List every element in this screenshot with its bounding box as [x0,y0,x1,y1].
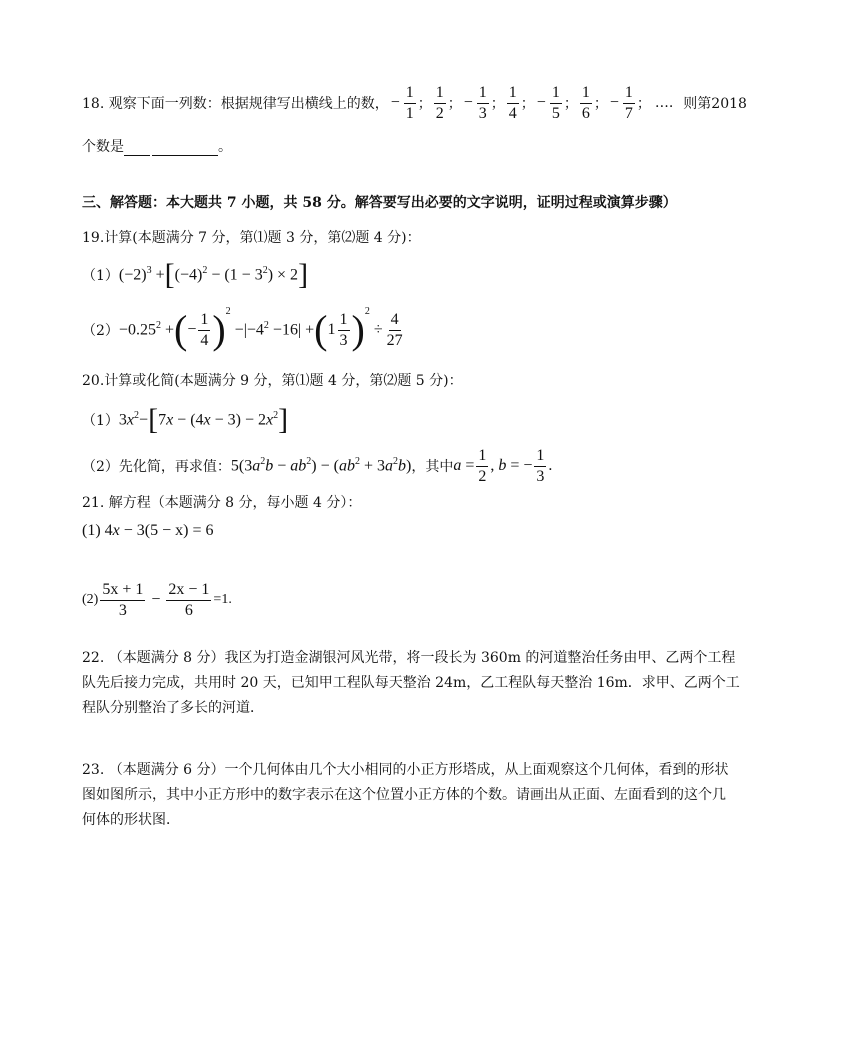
q21-frac1-num: 5x + 1 [100,581,145,601]
sequence-separator: ； [593,96,608,112]
q18-tail: 则第2018 [683,96,747,112]
fraction-denominator: 4 [508,104,517,122]
q23-line2: 图如图所示，其中小正方形中的数字表示在这个位置小正方体的个数。请画出从正面、左面看到的这个几 [82,787,726,803]
fraction-numerator: 1 [404,84,416,104]
sequence-sign: − [390,94,400,111]
q18-sequence [389,84,651,123]
q19-part1: （1） $(-2)^3$ + [ $(-4)^2 - (1 - 3^2) \times 2$ ] [82,258,309,291]
sequence-fraction [404,84,416,123]
a-value-den: 2 [478,467,487,485]
q18-lead: 18. 观察下面一列数：根据规律写出横线上的数， [82,96,389,112]
fraction-denominator: 5 [551,104,560,122]
sequence-fraction [623,84,635,123]
q21-rhs: =1. [213,592,232,607]
q22-line1: 22. （本题满分 8 分）我区为打造金湖银河风光带，将一段长为 360m 的河道整治任务由甲、乙两个工程 [82,650,736,666]
q21-part2: (2) $\frac{5x + 1}{3}$ − $\frac{2x - 1}{6}$ =1. [82,580,232,619]
q21-part2-label: (2) [82,592,99,607]
q18-line1 [82,82,800,124]
fraction-numerator: 1 [507,84,519,104]
q21-frac2-num: 2x − 1 [166,581,211,601]
fraction-numerator: 1 [477,84,489,104]
q19-title: 19.计算(本题满分 7 分，第⑴题 3 分，第⑵题 4 分)： [82,230,421,246]
fraction-numerator: 1 [434,84,446,104]
sequence-fraction [550,84,562,123]
sequence-separator: ； [490,96,505,112]
q23-paragraph [82,758,782,833]
q22-line3: 程队分别整治了多长的河道． [82,700,264,716]
q22-line2: 队先后接力完成，共用时 20 天，已知甲工程队每天整治 24m，乙工程队每天整治 16m．求甲、乙两个工 [82,675,740,691]
sequence-fraction [507,84,519,123]
sequence-separator: ； [636,96,651,112]
fraction-numerator: 1 [623,84,635,104]
q19-part2: （2） $-0.25^2$ + ( − $\frac{1}{4}$ ) $^2$ $-|-4^2 -16|$ + ( 1 $\frac{1}{3}$ ) $^2$ ÷ $\frac{4}{27}$ [82,306,403,352]
q21-part1: (1) 4x − 3(5 − x) = 6 [82,522,214,539]
a-value-num: 1 [476,447,488,467]
q19-part2-label: （2） [82,323,119,339]
sequence-sign: − [536,94,546,111]
q20-title: 20.计算或化简(本题满分 9 分，第⑴题 4 分，第⑵题 5 分)： [82,373,463,389]
sequence-separator: ； [520,96,535,112]
q21-part1-label: (1) [82,522,101,539]
sequence-fraction [477,84,489,123]
q21-title: 21. 解方程（本题满分 8 分，每小题 4 分）： [82,495,362,511]
sequence-separator: ； [447,96,462,112]
fraction-denominator: 6 [581,104,590,122]
q23-line1: 23. （本题满分 6 分）一个几何体由几个大小相同的小正方形塔成，从上面观察这个几何体，看到的形状 [82,762,729,778]
b-value-num: 1 [534,447,546,467]
q18-ellipsis: …. [654,95,674,111]
q21-frac2-den: 6 [184,601,193,619]
answer-blank-2[interactable] [152,141,218,156]
answer-blank[interactable] [124,141,150,156]
q20-part1: （1） $3x^2-$ [ $7x - (4x - 3) - 2x^2$ ] [82,403,289,436]
sequence-fraction [580,84,592,123]
q23-line3: 何体的形状图． [82,812,180,828]
q18-line2 [82,136,800,156]
q20-part2: （2）先化简，再求值： $5(3a^2b - ab^2) - (ab^2 + 3a^2b)$ ，其中 a = $\frac{1}{2}$ , b = − $\frac{1}{3}$ . [82,446,553,485]
sequence-sign: − [463,94,473,111]
fraction-numerator: 1 [580,84,592,104]
fraction-denominator: 3 [478,104,487,122]
sequence-sign: − [609,94,619,111]
sequence-fraction [434,84,446,123]
q19-part1-label: （1） [82,268,119,284]
q20-part1-label: （1） [82,413,119,429]
q18-line2-end: 。 [218,139,232,155]
q20-part2-label: （2）先化简，再求值： [82,459,231,475]
q20-part2-mid: ，其中 [411,459,454,475]
q22-paragraph [82,646,782,721]
fraction-denominator: 2 [435,104,444,122]
fraction-denominator: 7 [624,104,633,122]
q21-frac1-den: 3 [118,601,127,619]
fraction-denominator: 1 [405,104,414,122]
sequence-separator: ； [563,96,578,112]
b-value-den: 3 [536,467,545,485]
sequence-separator: ； [417,96,432,112]
fraction-numerator: 1 [550,84,562,104]
q18-line2-lead: 个数是 [82,139,124,155]
section-3-heading: 三、解答题：本大题共 7 小题，共 58 分。解答要写出必要的文字说明，证明过程或演算步骤） [82,195,677,211]
